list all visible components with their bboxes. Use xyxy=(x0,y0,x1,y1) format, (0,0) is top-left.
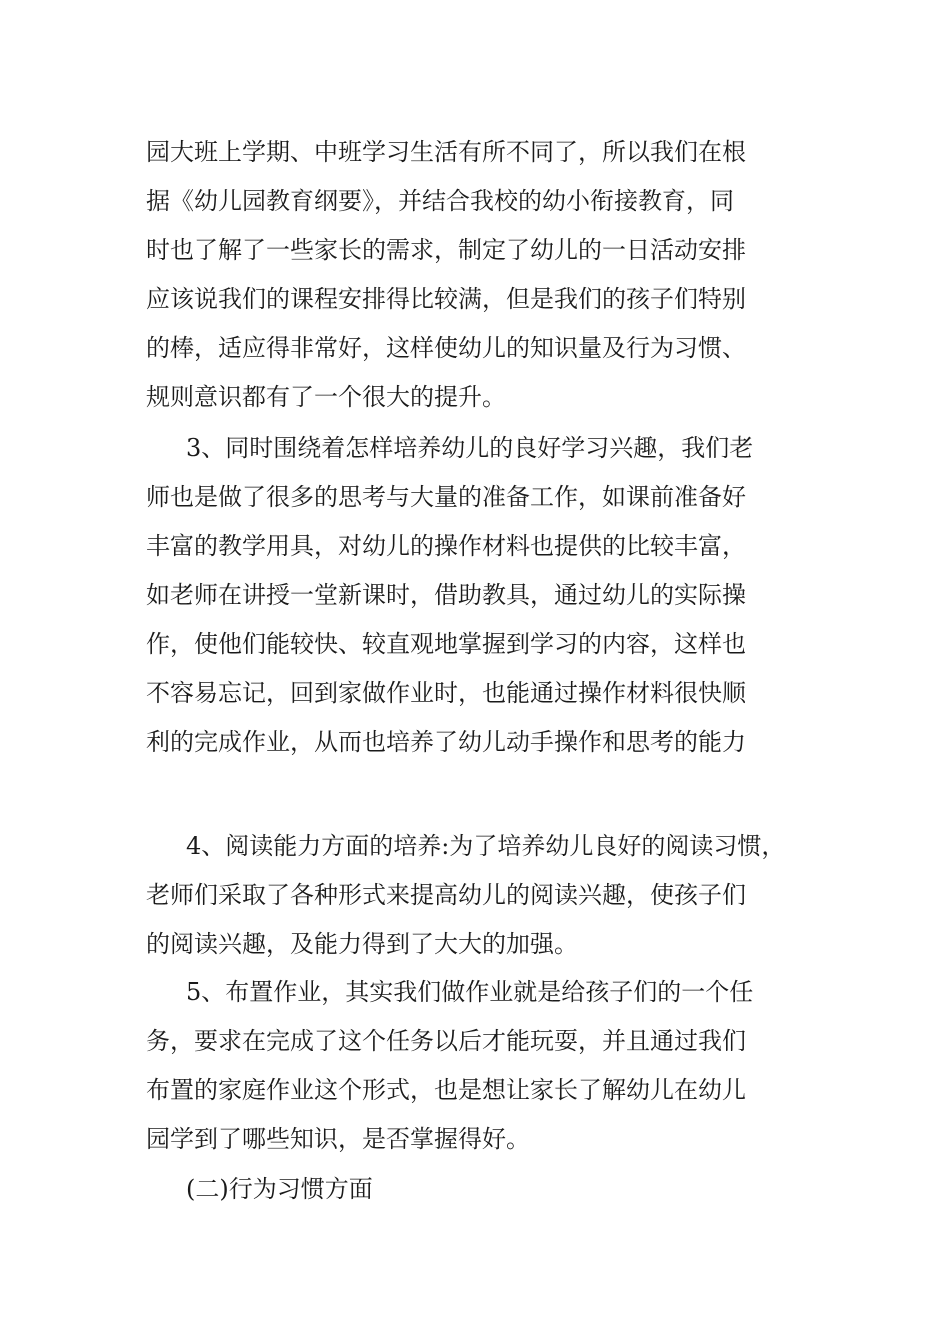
paragraph-line: 布置的家庭作业这个形式，也是想让家长了解幼儿在幼儿 xyxy=(146,1076,746,1104)
paragraph-line: 应该说我们的课程安排得比较满，但是我们的孩子们特别 xyxy=(146,285,746,313)
paragraph-line: 5、布置作业，其实我们做作业就是给孩子们的一个任 xyxy=(186,978,754,1006)
paragraph-line: 作，使他们能较快、较直观地掌握到学习的内容，这样也 xyxy=(146,630,746,658)
paragraph-line: 老师们采取了各种形式来提高幼儿的阅读兴趣，使孩子们 xyxy=(146,881,746,909)
paragraph-line: 师也是做了很多的思考与大量的准备工作，如课前准备好 xyxy=(146,483,746,511)
paragraph-line: 据《幼儿园教育纲要》，并结合我校的幼小衔接教育，同 xyxy=(146,187,734,215)
paragraph-line: 利的完成作业，从而也培养了幼儿动手操作和思考的能力 xyxy=(146,728,746,756)
section-heading-text: (二)行为习惯方面 xyxy=(186,1175,373,1203)
paragraph-line: 务，要求在完成了这个任务以后才能玩耍，并且通过我们 xyxy=(146,1027,746,1055)
paragraph-line: 4、阅读能力方面的培养:为了培养幼儿良好的阅读习惯， xyxy=(186,832,786,860)
paragraph-line: 如老师在讲授一堂新课时，借助教具，通过幼儿的实际操 xyxy=(146,581,746,609)
paragraph-line: 3、同时围绕着怎样培养幼儿的良好学习兴趣，我们老 xyxy=(186,434,754,462)
paragraph-line: 规则意识都有了一个很大的提升。 xyxy=(146,383,506,411)
paragraph-3 xyxy=(146,822,826,969)
paragraph-2 xyxy=(146,424,826,767)
paragraph-line: 丰富的教学用具，对幼儿的操作材料也提供的比较丰富， xyxy=(146,532,746,560)
paragraph-line: 园大班上学期、中班学习生活有所不同了，所以我们在根 xyxy=(146,138,746,166)
paragraph-line: 不容易忘记，回到家做作业时，也能通过操作材料很快顺 xyxy=(146,679,746,707)
paragraph-line: 的棒，适应得非常好，这样使幼儿的知识量及行为习惯、 xyxy=(146,334,746,362)
paragraph-4 xyxy=(146,968,826,1164)
section-heading xyxy=(146,1165,826,1214)
paragraph-line: 的阅读兴趣，及能力得到了大大的加强。 xyxy=(146,930,578,958)
paragraph-1 xyxy=(146,128,826,422)
paragraph-line: 园学到了哪些知识，是否掌握得好。 xyxy=(146,1125,530,1153)
paragraph-line: 时也了解了一些家长的需求，制定了幼儿的一日活动安排 xyxy=(146,236,746,264)
